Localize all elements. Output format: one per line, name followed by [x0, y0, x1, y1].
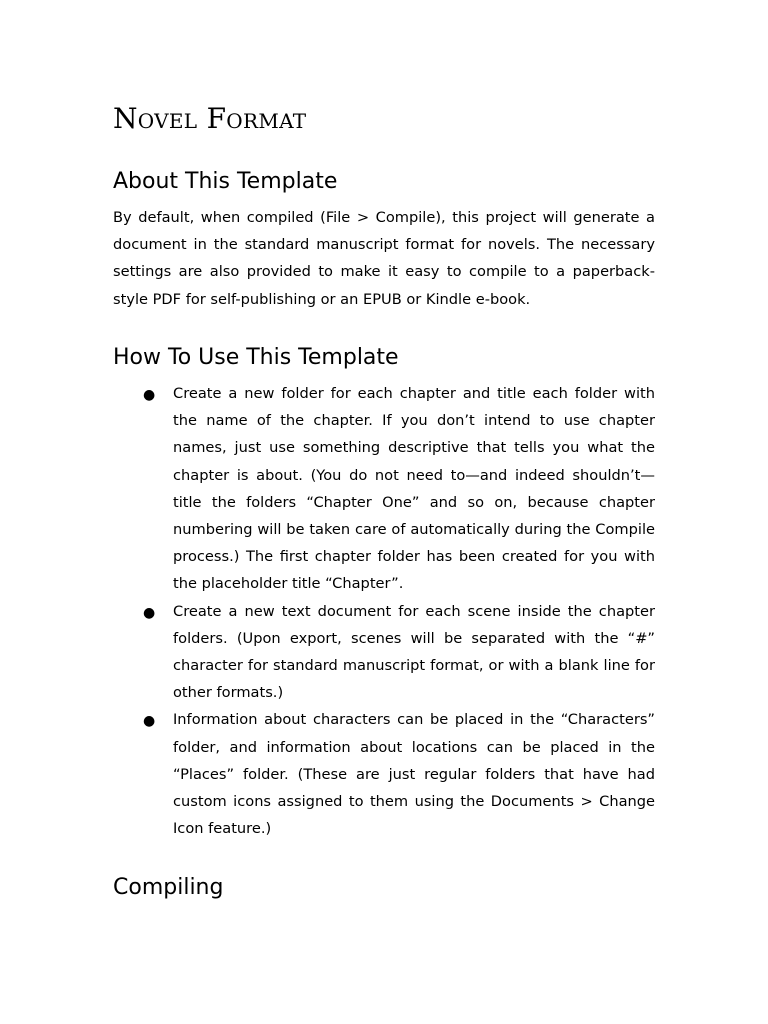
bullet-icon: ●	[143, 713, 156, 730]
section-heading-how-to-use: How To Use This Template	[113, 345, 399, 370]
how-to-use-list	[113, 380, 655, 842]
list-item	[113, 598, 655, 707]
list-item	[113, 706, 655, 842]
section-heading-about: About This Template	[113, 169, 338, 194]
about-paragraph: By default, when compiled (File > Compile), this project will generate a document in the standard manuscript format for novels. The necessary settings are also provided to make it easy to compile to a paperback-style PDF for self-publishing or an EPUB or Kindle e-book.	[113, 209, 655, 308]
section-heading-compiling: Compiling	[113, 875, 224, 900]
bullet-icon: ●	[143, 387, 156, 403]
list-item-text: Create a new text document for each scene inside the chapter folders. (Upon export, scenes will be separated with the “#” character for standard manuscript format, or with a blank line for other formats.)	[173, 602, 655, 702]
list-item-text: Create a new folder for each chapter and title each folder with the name of the chapter. If you don’t intend to use chapter names, just use something descriptive that tells you what the chapter is about. (You do not need to—and indeed shouldn’t—title the folders “Chapter One” and so on, because chapter numbering will be taken care of automatically during the Compile process.) The first chapter folder has been created for you with the placeholder title “Chapter”.	[173, 385, 655, 593]
list-item	[113, 380, 655, 598]
document-title: Novel Format	[113, 102, 307, 135]
list-item-text: Information about characters can be placed in the “Characters” folder, and information about locations can be placed in the “Places” folder. (These are just regular folders that have had custom icons assigned to them using the Documents > Change Icon feature.)	[173, 711, 655, 838]
bullet-icon: ●	[143, 604, 156, 621]
